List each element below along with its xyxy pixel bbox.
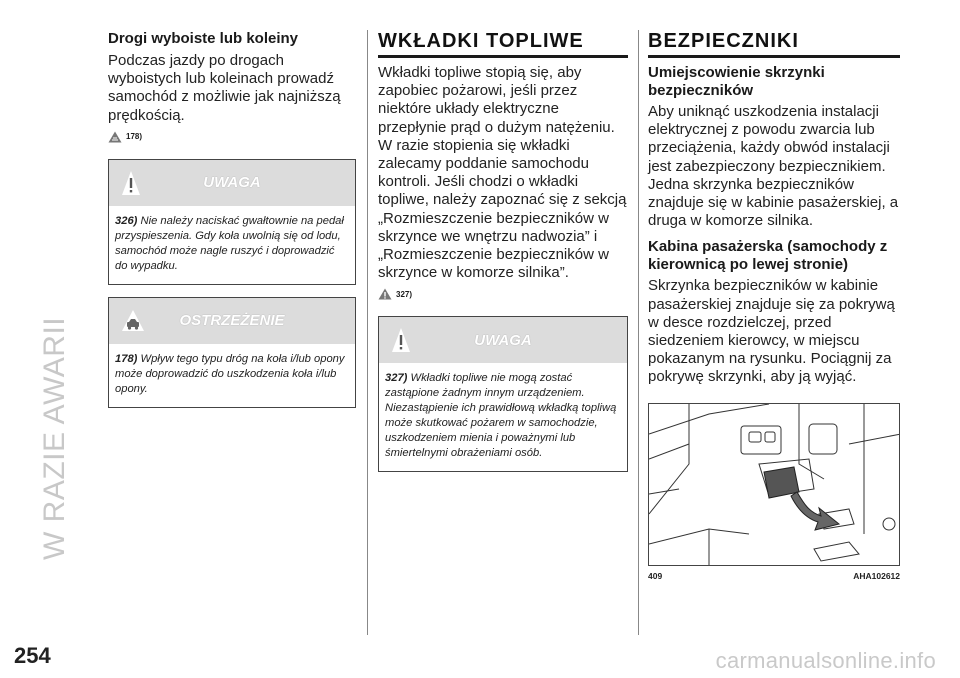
caution-box — [108, 297, 356, 408]
warning-triangle-icon — [378, 288, 392, 300]
passenger-cabin-heading: Kabina pasażerska (samochody z kierownicą po lewej stronie) — [648, 238, 888, 274]
rough-roads-heading: Drogi wyboiste lub koleiny — [108, 30, 299, 47]
figure-number: 409 — [648, 570, 663, 581]
fuse-box-location-heading: Umiejscowienie skrzynki bezpieczników — [648, 64, 825, 99]
exclamation-icon — [391, 326, 411, 354]
rough-roads-paragraph: Podczas jazdy po drogach wyboistych lub koleinach prowadź samochód z możliwie jak najniższą prędkością. — [108, 52, 341, 124]
reference-marker — [378, 288, 628, 300]
warning-box — [378, 316, 628, 472]
fuses-title: BEZPIECZNIKI — [648, 30, 900, 58]
caution-title: OSTRZEŻENIE — [179, 312, 285, 330]
page-number: 254 — [14, 643, 51, 668]
warning-number: 327) — [385, 372, 408, 385]
reference-number: 178) — [126, 132, 143, 142]
exclamation-icon — [121, 169, 141, 197]
warning-text: Nie należy naciskać gwałtownie na pedał przyspieszenia. Gdy koła uwolnią się od lodu, samochód może nagle ruszyć i doprowadzić do wypadku. — [115, 214, 344, 272]
warning-box-body — [379, 363, 627, 471]
fusible-links-paragraph: Wkładki topliwe stopią się, aby zapobiec pożarowi, jeśli przez niektóre układy elektryczne przepłynie prąd o dużym natężeniu. W razie stopienia się wkładki zalecamy poddanie samochodu kontroli. Jeśli chodzi o wkładki topliwe, należy zapoznać się z sekcją „Rozmieszczenie bezpieczników w skrzynce we wnętrzu nadwozia” i „Rozmieszczenie bezpieczników w skrzynce w komorze silnika”. — [378, 64, 627, 282]
side-chapter-title-text: W RAZIE AWARII — [38, 316, 71, 560]
fuse-box-location-paragraph: Aby uniknąć uszkodzenia instalacji elektrycznej z powodu zwarcia lub przeciążenia, każdy obwód instalacji jest zabezpieczony bezpiecznikiem. Jedna skrzynka bezpieczników znajduje się w kabinie pasażerskiej, a druga w komorze silnika. — [648, 103, 899, 230]
figure-code: AHA102612 — [853, 570, 900, 581]
column-left — [108, 30, 356, 408]
warning-box-body — [109, 206, 355, 284]
column-middle — [378, 30, 628, 472]
fuse-box-illustration — [648, 403, 900, 566]
warning-number: 326) — [115, 214, 138, 227]
warning-text: Wkładki topliwe nie mogą zostać zastąpione żadnym innym urządzeniem. Niezastąpienie ich prawidłową wkładką topliwą może skutkować pożarem w samochodzie, uszkodzeniem mienia i poważnymi lub śmiertelnymi obrażeniami osób. — [385, 372, 617, 460]
column-divider — [638, 30, 639, 635]
dashboard-fuse-cover-drawing — [649, 404, 900, 566]
caution-box-body — [109, 344, 355, 407]
passenger-cabin-paragraph: Skrzynka bezpieczników w kabinie pasażerskiej znajduje się za pokrywą w desce rozdzielczej, przed siedzeniem kierowcy, w miejscu pokazanym na rysunku. Pociągnij za pokrywę skrzynki, aby ją wyjąć. — [648, 277, 895, 386]
caution-box-header — [109, 298, 355, 344]
reference-marker — [108, 131, 356, 143]
column-divider — [367, 30, 368, 635]
watermark: carmanualsonline.info — [715, 648, 936, 673]
figure-caption — [648, 571, 900, 581]
column-right — [648, 30, 900, 581]
warning-title: UWAGA — [474, 331, 532, 349]
car-damage-icon — [121, 309, 145, 333]
reference-number: 327) — [396, 289, 413, 299]
caution-number: 178) — [115, 352, 138, 365]
fusible-links-title: WKŁADKI TOPLIWE — [378, 30, 628, 58]
caution-text: Wpływ tego typu dróg na koła i/lub opony może doprowadzić do uszkodzenia koła i/lub opony. — [115, 352, 345, 395]
warning-title: UWAGA — [203, 174, 261, 192]
warning-box-header — [109, 160, 355, 206]
caution-triangle-icon — [108, 131, 122, 143]
warning-box — [108, 159, 356, 285]
warning-box-header — [379, 317, 627, 363]
